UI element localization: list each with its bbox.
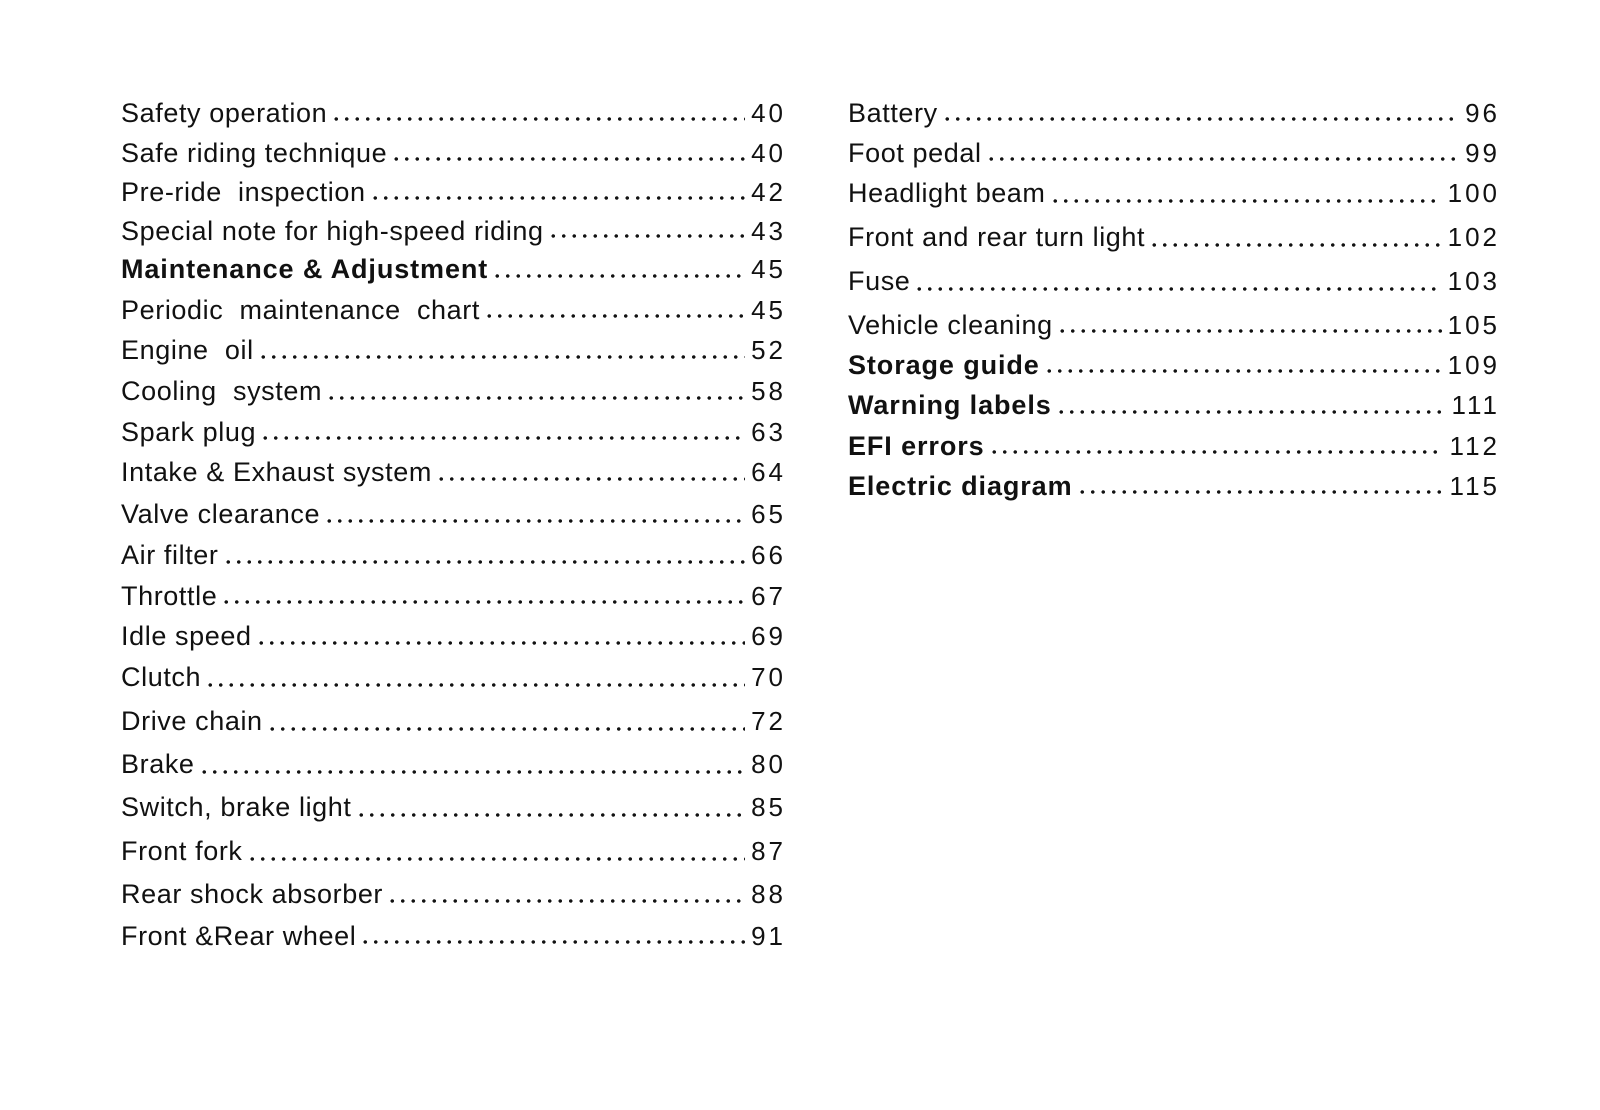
dot-leader bbox=[258, 352, 745, 362]
dot-leader bbox=[1077, 487, 1444, 497]
toc-entry-page: 91 bbox=[751, 921, 786, 951]
toc-entry-page: 63 bbox=[751, 417, 786, 447]
toc-entry-page: 115 bbox=[1449, 471, 1500, 501]
dot-leader bbox=[1056, 407, 1446, 417]
dot-leader bbox=[331, 114, 745, 124]
toc-entry[interactable] bbox=[121, 215, 786, 253]
dot-leader bbox=[223, 557, 746, 567]
toc-entry-page: 42 bbox=[751, 177, 786, 207]
toc-entry[interactable] bbox=[121, 661, 786, 705]
toc-entry-title: Engine oil bbox=[121, 335, 254, 365]
dot-leader bbox=[221, 597, 745, 607]
dot-leader bbox=[391, 154, 745, 164]
toc-entry[interactable] bbox=[848, 221, 1500, 265]
toc-entry-title: Air filter bbox=[121, 540, 219, 570]
toc-entry-page: 70 bbox=[751, 662, 786, 692]
toc-entry[interactable] bbox=[121, 456, 786, 498]
toc-entry[interactable] bbox=[121, 97, 786, 137]
toc-entry-page: 109 bbox=[1447, 350, 1500, 380]
toc-entry-page: 99 bbox=[1465, 138, 1500, 168]
toc-entry-page: 100 bbox=[1447, 178, 1500, 208]
toc-section-title: Storage guide bbox=[848, 350, 1040, 380]
toc-entry-page: 102 bbox=[1447, 222, 1500, 252]
toc-entry-page: 65 bbox=[751, 499, 786, 529]
toc-entry-title: Safe riding technique bbox=[121, 138, 388, 168]
toc-entry-title: Idle speed bbox=[121, 621, 252, 651]
toc-entry-title: Fuse bbox=[848, 266, 911, 296]
toc-entry-page: 80 bbox=[751, 749, 786, 779]
toc-entry[interactable] bbox=[121, 835, 786, 878]
toc-entry-page: 64 bbox=[751, 457, 786, 487]
toc-entry[interactable] bbox=[121, 176, 786, 215]
toc-entry[interactable] bbox=[121, 294, 786, 334]
dot-leader bbox=[360, 937, 745, 947]
dot-leader bbox=[1050, 196, 1442, 206]
dot-leader bbox=[989, 447, 1444, 457]
dot-leader bbox=[942, 114, 1459, 124]
toc-entry[interactable] bbox=[121, 498, 786, 539]
toc-entry-page: 58 bbox=[751, 376, 786, 406]
toc-entry[interactable] bbox=[121, 539, 786, 580]
toc-entry-title: Safety operation bbox=[121, 98, 328, 128]
toc-entry-title: Special note for high-speed riding bbox=[121, 216, 544, 246]
dot-leader bbox=[914, 284, 1441, 294]
dot-leader bbox=[986, 154, 1459, 164]
toc-entry-title: Front &Rear wheel bbox=[121, 921, 357, 951]
toc-section-title: Electric diagram bbox=[848, 471, 1073, 501]
toc-entry-page: 96 bbox=[1465, 98, 1500, 128]
toc-entry-page: 105 bbox=[1447, 310, 1500, 340]
toc-entry[interactable] bbox=[121, 748, 786, 791]
toc-entry[interactable] bbox=[121, 620, 786, 661]
toc-entry-page: 67 bbox=[751, 581, 786, 611]
toc-entry-page: 69 bbox=[751, 621, 786, 651]
toc-entry-page: 52 bbox=[751, 335, 786, 365]
toc-entry-title: Vehicle cleaning bbox=[848, 310, 1053, 340]
dot-leader bbox=[256, 638, 745, 648]
toc-entry-title: Pre-ride inspection bbox=[121, 177, 366, 207]
toc-entry-title: Brake bbox=[121, 749, 195, 779]
dot-leader bbox=[370, 193, 745, 203]
toc-entry-title: Front and rear turn light bbox=[848, 222, 1146, 252]
dot-leader bbox=[326, 393, 745, 403]
toc-entry-page: 66 bbox=[751, 540, 786, 570]
dot-leader bbox=[436, 474, 745, 484]
dot-leader bbox=[267, 724, 745, 734]
toc-entry[interactable] bbox=[848, 309, 1500, 349]
toc-column-right bbox=[848, 97, 1500, 510]
dot-leader bbox=[1044, 366, 1442, 376]
dot-leader bbox=[356, 810, 746, 820]
toc-section-title: Warning labels bbox=[848, 390, 1052, 420]
toc-entry-title: Foot pedal bbox=[848, 138, 982, 168]
toc-entry-title: Spark plug bbox=[121, 417, 257, 447]
toc-entry-title: Intake & Exhaust system bbox=[121, 457, 432, 487]
dot-leader bbox=[492, 271, 745, 281]
toc-entry-page: 43 bbox=[751, 216, 786, 246]
toc-entry[interactable] bbox=[121, 705, 786, 748]
toc-section-entry[interactable] bbox=[121, 253, 786, 294]
toc-entry[interactable] bbox=[121, 137, 786, 176]
toc-entry-page: 45 bbox=[751, 295, 786, 325]
toc-entry-title: Drive chain bbox=[121, 706, 263, 736]
toc-entry[interactable] bbox=[121, 791, 786, 835]
toc-entry[interactable] bbox=[121, 334, 786, 375]
dot-leader bbox=[260, 433, 745, 443]
toc-entry[interactable] bbox=[121, 375, 786, 416]
toc-entry-title: Battery bbox=[848, 98, 938, 128]
toc-entry-title: Clutch bbox=[121, 662, 202, 692]
dot-leader bbox=[1149, 240, 1441, 250]
toc-entry-title: Headlight beam bbox=[848, 178, 1046, 208]
toc-section-entry[interactable] bbox=[848, 470, 1500, 510]
dot-leader bbox=[205, 680, 745, 690]
dot-leader bbox=[247, 854, 746, 864]
toc-entry-page: 88 bbox=[751, 879, 786, 909]
toc-entry[interactable] bbox=[121, 416, 786, 456]
toc-section-entry[interactable] bbox=[848, 349, 1500, 389]
toc-section-entry[interactable] bbox=[848, 389, 1500, 430]
dot-leader bbox=[387, 896, 745, 906]
toc-entry-page: 40 bbox=[751, 98, 786, 128]
toc-entry-page: 40 bbox=[751, 138, 786, 168]
toc-entry[interactable] bbox=[848, 137, 1500, 177]
toc-entry-page: 85 bbox=[751, 792, 786, 822]
toc-section-title: Maintenance & Adjustment bbox=[121, 254, 489, 284]
toc-entry[interactable] bbox=[121, 920, 786, 960]
toc-entry-page: 112 bbox=[1449, 431, 1500, 461]
toc-entry-title: Periodic maintenance chart bbox=[121, 295, 480, 325]
toc-entry[interactable] bbox=[121, 878, 786, 920]
toc-entry[interactable] bbox=[121, 580, 786, 620]
toc-entry-page: 72 bbox=[751, 706, 786, 736]
dot-leader bbox=[199, 767, 746, 777]
dot-leader bbox=[1057, 326, 1442, 336]
toc-entry[interactable] bbox=[848, 265, 1500, 309]
toc-section-entry[interactable] bbox=[848, 430, 1500, 470]
toc-entry-title: Cooling system bbox=[121, 376, 323, 406]
toc-entry-page: 111 bbox=[1451, 390, 1500, 420]
dot-leader bbox=[484, 311, 745, 321]
dot-leader bbox=[548, 231, 745, 241]
toc-entry-page: 103 bbox=[1447, 266, 1500, 296]
toc-entry-title: Throttle bbox=[121, 581, 218, 611]
toc-section-title: EFI errors bbox=[848, 431, 985, 461]
toc-entry-page: 87 bbox=[751, 836, 786, 866]
dot-leader bbox=[324, 516, 745, 526]
toc-entry-title: Switch, brake light bbox=[121, 792, 352, 822]
toc-column-left bbox=[121, 97, 786, 960]
toc-entry[interactable] bbox=[848, 177, 1500, 221]
toc-entry-title: Front fork bbox=[121, 836, 243, 866]
toc-entry[interactable] bbox=[848, 97, 1500, 137]
toc-entry-title: Valve clearance bbox=[121, 499, 321, 529]
toc-entry-page: 45 bbox=[751, 254, 786, 284]
toc-entry-title: Rear shock absorber bbox=[121, 879, 384, 909]
